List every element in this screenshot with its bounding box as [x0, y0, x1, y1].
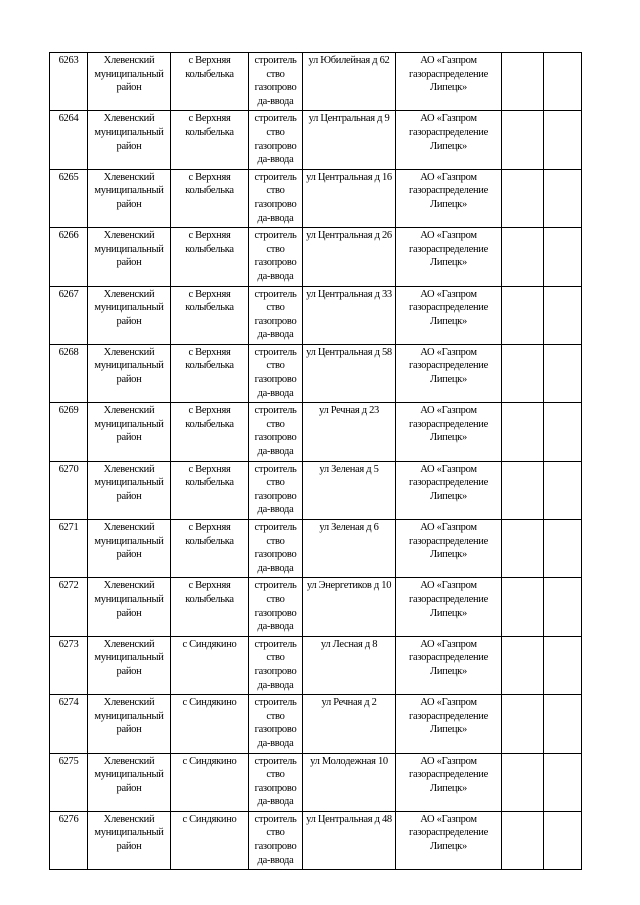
district-cell: Хлевенский муниципальный район — [88, 461, 171, 519]
empty-cell — [544, 53, 582, 111]
work-type-cell: строитель ство газопрово да-ввода — [249, 286, 303, 344]
address-cell: ул Речная д 23 — [303, 403, 396, 461]
empty-cell — [544, 111, 582, 169]
table-body — [50, 53, 582, 870]
table-row — [50, 53, 582, 111]
work-type-cell: строитель ство газопрово да-ввода — [249, 695, 303, 753]
district-cell: Хлевенский муниципальный район — [88, 403, 171, 461]
village-cell: с Синдякино — [171, 695, 249, 753]
empty-cell — [544, 461, 582, 519]
empty-cell — [502, 520, 544, 578]
village-cell: с Верхняя колыбелька — [171, 286, 249, 344]
row-number-cell: 6271 — [50, 520, 88, 578]
address-cell: ул Зеленая д 5 — [303, 461, 396, 519]
address-cell: ул Центральная д 58 — [303, 344, 396, 402]
organization-cell: АО «Газпром газораспределение Липецк» — [396, 461, 502, 519]
organization-cell: АО «Газпром газораспределение Липецк» — [396, 228, 502, 286]
empty-cell — [544, 520, 582, 578]
empty-cell — [502, 169, 544, 227]
organization-cell: АО «Газпром газораспределение Липецк» — [396, 286, 502, 344]
row-number-cell: 6269 — [50, 403, 88, 461]
district-cell: Хлевенский муниципальный район — [88, 578, 171, 636]
work-type-cell: строитель ство газопрово да-ввода — [249, 53, 303, 111]
village-cell: с Верхняя колыбелька — [171, 228, 249, 286]
table-row — [50, 228, 582, 286]
work-type-cell: строитель ство газопрово да-ввода — [249, 169, 303, 227]
row-number-cell: 6270 — [50, 461, 88, 519]
table-row — [50, 169, 582, 227]
work-type-cell: строитель ство газопрово да-ввода — [249, 228, 303, 286]
table-row — [50, 461, 582, 519]
address-cell: ул Энергетиков д 10 — [303, 578, 396, 636]
address-cell: ул Центральная д 16 — [303, 169, 396, 227]
address-cell: ул Центральная д 26 — [303, 228, 396, 286]
organization-cell: АО «Газпром газораспределение Липецк» — [396, 169, 502, 227]
empty-cell — [502, 578, 544, 636]
registry-table — [49, 52, 582, 870]
organization-cell: АО «Газпром газораспределение Липецк» — [396, 695, 502, 753]
village-cell: с Верхняя колыбелька — [171, 403, 249, 461]
empty-cell — [502, 111, 544, 169]
district-cell: Хлевенский муниципальный район — [88, 520, 171, 578]
row-number-cell: 6265 — [50, 169, 88, 227]
district-cell: Хлевенский муниципальный район — [88, 111, 171, 169]
district-cell: Хлевенский муниципальный район — [88, 753, 171, 811]
empty-cell — [502, 461, 544, 519]
empty-cell — [544, 811, 582, 869]
table-row — [50, 753, 582, 811]
work-type-cell: строитель ство газопрово да-ввода — [249, 811, 303, 869]
row-number-cell: 6267 — [50, 286, 88, 344]
table-row — [50, 636, 582, 694]
empty-cell — [544, 286, 582, 344]
district-cell: Хлевенский муниципальный район — [88, 811, 171, 869]
work-type-cell: строитель ство газопрово да-ввода — [249, 403, 303, 461]
address-cell: ул Лесная д 8 — [303, 636, 396, 694]
empty-cell — [544, 636, 582, 694]
row-number-cell: 6276 — [50, 811, 88, 869]
village-cell: с Верхняя колыбелька — [171, 520, 249, 578]
empty-cell — [544, 753, 582, 811]
work-type-cell: строитель ство газопрово да-ввода — [249, 111, 303, 169]
empty-cell — [544, 403, 582, 461]
organization-cell: АО «Газпром газораспределение Липецк» — [396, 753, 502, 811]
village-cell: с Верхняя колыбелька — [171, 344, 249, 402]
row-number-cell: 6274 — [50, 695, 88, 753]
district-cell: Хлевенский муниципальный район — [88, 53, 171, 111]
village-cell: с Синдякино — [171, 636, 249, 694]
address-cell: ул Юбилейная д 62 — [303, 53, 396, 111]
empty-cell — [502, 811, 544, 869]
empty-cell — [502, 53, 544, 111]
row-number-cell: 6272 — [50, 578, 88, 636]
table-row — [50, 111, 582, 169]
district-cell: Хлевенский муниципальный район — [88, 228, 171, 286]
district-cell: Хлевенский муниципальный район — [88, 695, 171, 753]
village-cell: с Верхняя колыбелька — [171, 461, 249, 519]
table-row — [50, 695, 582, 753]
district-cell: Хлевенский муниципальный район — [88, 636, 171, 694]
organization-cell: АО «Газпром газораспределение Липецк» — [396, 111, 502, 169]
row-number-cell: 6266 — [50, 228, 88, 286]
work-type-cell: строитель ство газопрово да-ввода — [249, 753, 303, 811]
table-row — [50, 344, 582, 402]
district-cell: Хлевенский муниципальный район — [88, 286, 171, 344]
address-cell: ул Центральная д 9 — [303, 111, 396, 169]
empty-cell — [544, 695, 582, 753]
row-number-cell: 6268 — [50, 344, 88, 402]
organization-cell: АО «Газпром газораспределение Липецк» — [396, 811, 502, 869]
organization-cell: АО «Газпром газораспределение Липецк» — [396, 53, 502, 111]
district-cell: Хлевенский муниципальный район — [88, 169, 171, 227]
district-cell: Хлевенский муниципальный район — [88, 344, 171, 402]
table-row — [50, 286, 582, 344]
address-cell: ул Молодежная 10 — [303, 753, 396, 811]
work-type-cell: строитель ство газопрово да-ввода — [249, 461, 303, 519]
organization-cell: АО «Газпром газораспределение Липецк» — [396, 578, 502, 636]
organization-cell: АО «Газпром газораспределение Липецк» — [396, 403, 502, 461]
empty-cell — [502, 695, 544, 753]
address-cell: ул Речная д 2 — [303, 695, 396, 753]
village-cell: с Синдякино — [171, 753, 249, 811]
empty-cell — [502, 344, 544, 402]
empty-cell — [502, 753, 544, 811]
empty-cell — [544, 578, 582, 636]
organization-cell: АО «Газпром газораспределение Липецк» — [396, 344, 502, 402]
work-type-cell: строитель ство газопрово да-ввода — [249, 520, 303, 578]
village-cell: с Верхняя колыбелька — [171, 53, 249, 111]
work-type-cell: строитель ство газопрово да-ввода — [249, 578, 303, 636]
row-number-cell: 6275 — [50, 753, 88, 811]
organization-cell: АО «Газпром газораспределение Липецк» — [396, 636, 502, 694]
table-row — [50, 403, 582, 461]
empty-cell — [544, 228, 582, 286]
row-number-cell: 6263 — [50, 53, 88, 111]
address-cell: ул Зеленая д 6 — [303, 520, 396, 578]
village-cell: с Синдякино — [171, 811, 249, 869]
village-cell: с Верхняя колыбелька — [171, 578, 249, 636]
village-cell: с Верхняя колыбелька — [171, 169, 249, 227]
table-row — [50, 520, 582, 578]
row-number-cell: 6273 — [50, 636, 88, 694]
work-type-cell: строитель ство газопрово да-ввода — [249, 344, 303, 402]
row-number-cell: 6264 — [50, 111, 88, 169]
table-row — [50, 578, 582, 636]
organization-cell: АО «Газпром газораспределение Липецк» — [396, 520, 502, 578]
empty-cell — [502, 228, 544, 286]
work-type-cell: строитель ство газопрово да-ввода — [249, 636, 303, 694]
empty-cell — [502, 286, 544, 344]
table-row — [50, 811, 582, 869]
village-cell: с Верхняя колыбелька — [171, 111, 249, 169]
empty-cell — [544, 169, 582, 227]
empty-cell — [502, 403, 544, 461]
empty-cell — [544, 344, 582, 402]
address-cell: ул Центральная д 48 — [303, 811, 396, 869]
empty-cell — [502, 636, 544, 694]
address-cell: ул Центральная д 33 — [303, 286, 396, 344]
